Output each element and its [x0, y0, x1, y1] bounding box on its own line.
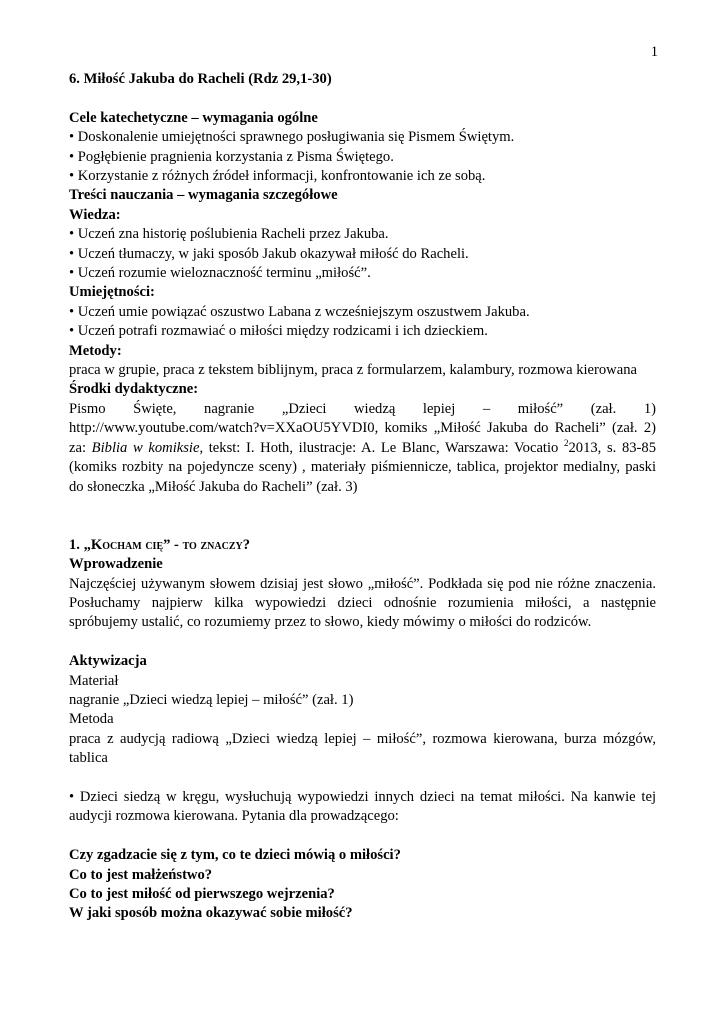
question: Co to jest miłość od pierwszego wejrzenia? — [69, 885, 335, 902]
book-title: Biblia w komiksie — [91, 439, 200, 456]
method-text: praca z audycją radiową „Dzieci wiedzą lepiej – miłość”, rozmowa kierowana, burza mózgów, tablica — [69, 730, 656, 767]
label: Materiał — [69, 672, 119, 689]
aids-paragraph: Pismo Święte, nagranie „Dzieci wiedzą lepiej – miłość” (zał. 1) http://www.youtube.com/watch?v=XXaOU5YVDI0, komiks „Miłość Jakuba do Racheli” (zał. 2) za: Biblia w komiksie, tekst: I. Hoth, ilustracje: A. Le Blanc, Warszawa: Vocatio $^2$2013, s. 83-85 (komiks rozbity na pojedyncze sceny) , materiały piśmiennicze, tablica, projektor medialny, paski do słoneczka „Miłość Jakuba do Racheli” (zał. 3) — [69, 400, 656, 495]
question: Czy zgadzacie się z tym, co te dzieci mówią o miłości? — [69, 847, 401, 864]
question: Co to jest małżeństwo? — [69, 866, 213, 883]
list-item: • Pogłębienie pragnienia korzystania z Pisma Świętego. — [69, 148, 394, 165]
document-body — [69, 70, 656, 924]
list-item: • Doskonalenie umiejętności sprawnego posługiwania się Pismem Świętym. — [69, 129, 515, 146]
subsection-heading: Środki dydaktyczne: — [69, 381, 199, 398]
subsection-heading: Metody: — [69, 342, 122, 359]
list-item: • Uczeń potrafi rozmawiać o miłości między rodzicami i ich dzieckiem. — [69, 323, 488, 340]
material-text: nagranie „Dzieci wiedzą lepiej – miłość” (zał. 1) — [69, 691, 354, 708]
list-item: • Korzystanie z różnych źródeł informacji, konfrontowanie ich ze sobą. — [69, 168, 486, 185]
intro-text: Najczęściej używanym słowem dzisiaj jest słowo „miłość”. Podkłada się pod nie różne znaczenia. Posłuchamy najpierw kilka wypowiedzi dzieci odnośnie rozumienia miłości, a następnie spróbujemy ustalić, co rozumiemy przez to słowo, kiedy mówimy o miłości do rodziców. — [69, 575, 656, 631]
list-item: • Uczeń rozumie wieloznaczność terminu „miłość”. — [69, 265, 371, 282]
methods-text: praca w grupie, praca z tekstem biblijnym, praca z formularzem, kalambury, rozmowa kierowana — [69, 362, 637, 379]
question: W jaki sposób można okazywać sobie miłość? — [69, 905, 353, 922]
list-item: • Uczeń umie powiązać oszustwo Labana z wcześniejszym oszustwem Jakuba. — [69, 303, 530, 320]
page-number: 1 — [650, 44, 658, 60]
subsection-heading: Umiejętności: — [69, 284, 155, 301]
edition-number: 2 — [563, 437, 569, 448]
list-item: • Uczeń zna historię poślubienia Racheli przez Jakuba. — [69, 226, 389, 243]
section-heading: Treści nauczania – wymagania szczegółowe — [69, 187, 338, 204]
label: Metoda — [69, 711, 114, 728]
subsection-heading: Wprowadzenie — [69, 556, 163, 573]
section-heading: 1. „Kocham cię” - to znaczy? — [69, 536, 251, 553]
section-heading: Cele katechetyczne – wymagania ogólne — [69, 109, 318, 126]
lesson-title: 6. Miłość Jakuba do Racheli (Rdz 29,1-30) — [69, 71, 332, 87]
subsection-heading: Wiedza: — [69, 206, 121, 223]
list-item: • Uczeń tłumaczy, w jaki sposób Jakub okazywał miłość do Racheli. — [69, 245, 469, 262]
procedure-text: • Dzieci siedzą w kręgu, wysłuchują wypowiedzi innych dzieci na temat miłości. Na kanwie tej audycji rozmowa kierowana. Pytania dla prowadzącego: — [69, 788, 656, 825]
subsection-heading: Aktywizacja — [69, 653, 147, 670]
